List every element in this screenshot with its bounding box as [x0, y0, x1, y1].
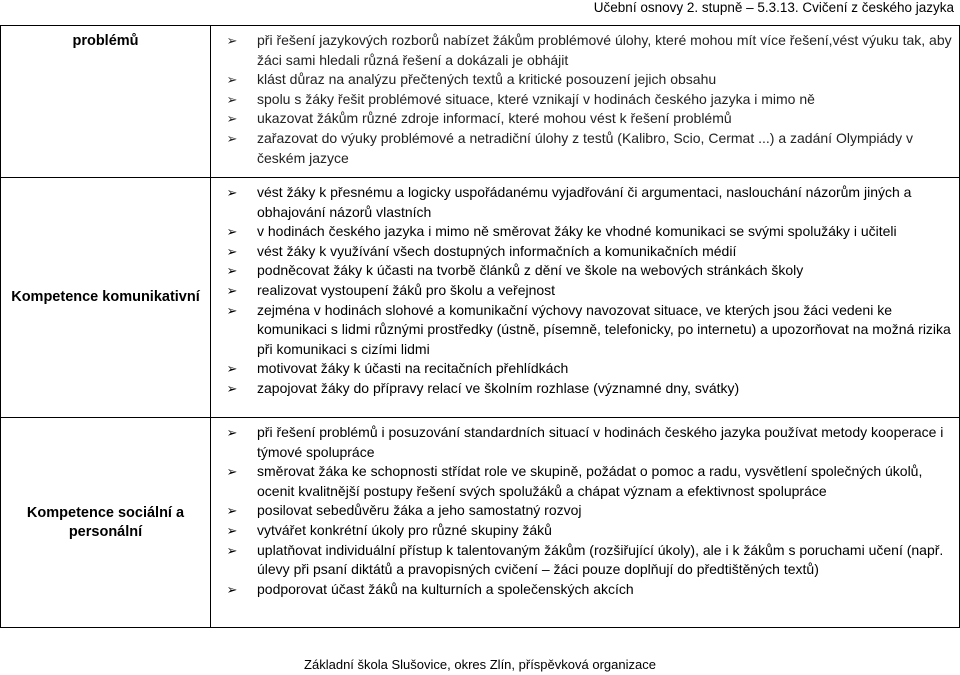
list-item: [211, 462, 953, 501]
list-item-text: při řešení jazykových rozborů nabízet žákům problémové úlohy, které mohou mít více řešení,vést výuku tak, aby žáci sami hledali různá řešení a dokázali je obhájit: [257, 32, 952, 68]
list-item: [211, 301, 953, 360]
arrow-bullet-icon: ➢: [226, 224, 238, 240]
list-item: [211, 580, 953, 600]
row-label-cell: [1, 418, 211, 628]
arrow-bullet-icon: ➢: [226, 380, 238, 396]
row-content-cell: [211, 178, 960, 418]
list-item-text: klást důraz na analýzu přečtených textů a kritické posouzení jejich obsahu: [257, 71, 717, 88]
list-item: [211, 281, 953, 301]
list-item: [211, 90, 953, 110]
list-item-text: vést žáky k přesnému a logicky uspořádanému vyjadřování či argumentaci, naslouchání názorům jiných a obhajování názorů vlastních: [257, 184, 912, 220]
list-item: [211, 70, 953, 90]
arrow-bullet-icon: ➢: [226, 263, 238, 279]
list-item-text: motivovat žáky k účasti na recitačních přehlídkách: [257, 360, 569, 377]
page-header: Učební osnovy 2. stupně – 5.3.13. Cvičení z českého jazyka: [593, 0, 954, 15]
bullet-list: [211, 26, 959, 168]
list-item: [211, 379, 953, 399]
arrow-bullet-icon: ➢: [226, 130, 238, 146]
list-item: [211, 423, 953, 462]
list-item: [211, 521, 953, 541]
list-item: [211, 109, 953, 129]
list-item: [211, 129, 953, 168]
arrow-bullet-icon: ➢: [226, 581, 238, 597]
list-item-text: směrovat žáka ke schopnosti střídat role ve skupině, požádat o pomoc a radu, vysvětlení společných úkolů, ocenit kvalitnější postupy řešení svých spolužáků a chápat význam a efektivnost spolupráce: [257, 463, 923, 499]
section-label: Kompetence sociální a personální: [26, 504, 185, 540]
arrow-bullet-icon: ➢: [226, 33, 238, 48]
bullet-list: [211, 178, 959, 399]
list-item: [211, 359, 953, 379]
arrow-bullet-icon: ➢: [226, 72, 238, 88]
list-item-text: ukazovat žákům různé zdroje informací, které mohou vést k řešení problémů: [257, 110, 732, 127]
list-item-text: podněcovat žáky k účasti na tvorbě článků z dění ve škole na webových stránkách školy: [257, 262, 804, 279]
list-item: [211, 501, 953, 521]
arrow-bullet-icon: ➢: [226, 542, 238, 558]
arrow-bullet-icon: ➢: [226, 111, 238, 127]
list-item: [211, 31, 953, 70]
list-item: [211, 222, 953, 242]
table-row: [1, 178, 960, 418]
arrow-bullet-icon: ➢: [226, 243, 238, 259]
list-item-text: spolu s žáky řešit problémové situace, které vznikají v hodinách českého jazyka i mimo ně: [257, 90, 815, 107]
list-item-text: vést žáky k využívání všech dostupných informačních a komunikačních médií: [257, 242, 737, 259]
arrow-bullet-icon: ➢: [226, 361, 238, 377]
list-item-text: vytvářet konkrétní úkoly pro různé skupiny žáků: [257, 521, 552, 538]
table-row: [1, 26, 960, 178]
list-item-text: zejména v hodinách slohové a komunikační výchovy navozovat situace, ve kterých jsou žáci vedeni ke komunikaci s lidmi různými prostředky (ústně, písemně, telefonicky, po internetu) a upozorňovat na možná rizika při komunikaci s cizími lidmi: [257, 301, 951, 357]
arrow-bullet-icon: ➢: [226, 425, 238, 440]
row-label-cell: [1, 26, 211, 178]
list-item-text: realizovat vystoupení žáků pro školu a veřejnost: [257, 281, 556, 298]
arrow-bullet-icon: ➢: [226, 185, 238, 200]
arrow-bullet-icon: ➢: [226, 464, 238, 480]
arrow-bullet-icon: ➢: [226, 522, 238, 538]
list-item-text: v hodinách českého jazyka i mimo ně směrovat žáky ke vhodné komunikaci se svými spolužáky i učiteli: [257, 223, 897, 240]
list-item-text: zařazovat do výuky problémové a netradiční úlohy z testů (Kalibro, Scio, Cermat ...) a zadání Olympiády v českém jazyce: [257, 129, 913, 166]
row-content-cell: [211, 418, 960, 628]
list-item: [211, 261, 953, 281]
list-item: [211, 242, 953, 262]
section-label: problémů: [72, 33, 139, 49]
list-item-text: posilovat sebedůvěru žáka a jeho samostatný rozvoj: [257, 502, 582, 519]
competences-table: [0, 25, 960, 628]
bullet-list: [211, 418, 959, 599]
arrow-bullet-icon: ➢: [226, 503, 238, 519]
arrow-bullet-icon: ➢: [226, 302, 238, 318]
list-item: [211, 541, 953, 580]
list-item-text: zapojovat žáky do přípravy relací ve školním rozhlase (významné dny, svátky): [257, 379, 740, 396]
list-item-text: při řešení problémů i posuzování standardních situací v hodinách českého jazyka používat metody kooperace i týmové spolupráce: [257, 424, 944, 460]
row-label-cell: [1, 178, 211, 418]
arrow-bullet-icon: ➢: [226, 282, 238, 298]
list-item: [211, 183, 953, 222]
list-item-text: uplatňovat individuální přístup k talentovaným žákům (rozšiřující úkoly), ale i k žákům s poruchami učení (např. úlevy při psaní diktátů a pravopisných cvičení – žáci pouze doplňují do předtištěných textů): [257, 541, 944, 578]
list-item-text: podporovat účast žáků na kulturních a společenských akcích: [257, 580, 634, 597]
table-row: [1, 418, 960, 628]
page-footer: Základní škola Slušovice, okres Zlín, příspěvková organizace: [304, 657, 656, 672]
arrow-bullet-icon: ➢: [226, 91, 238, 107]
section-label: Kompetence komunikativní: [11, 289, 200, 305]
row-content-cell: [211, 26, 960, 178]
